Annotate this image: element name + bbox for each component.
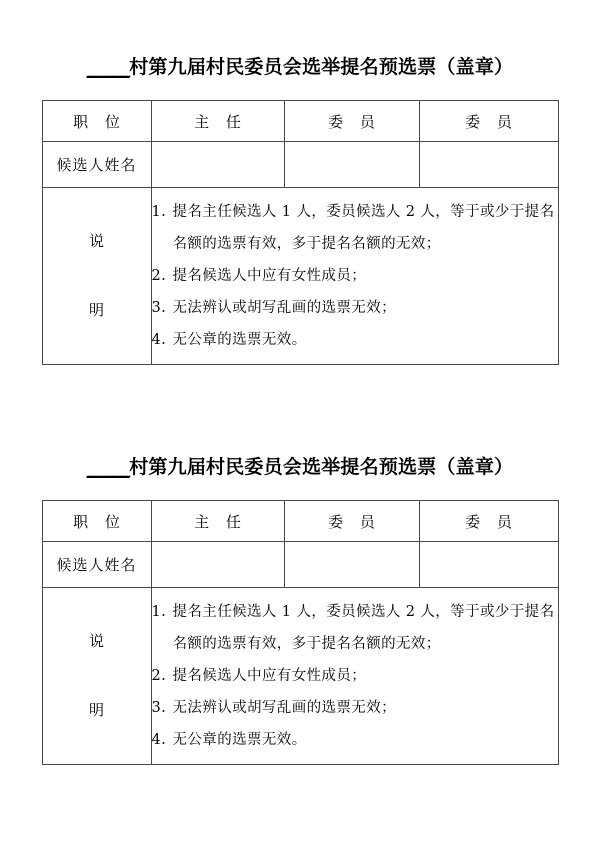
notes-label-char-2-2: 明 [88,701,104,719]
note-item-2-2 [152,660,558,692]
row-label-candidate-name: 候选人姓名 [42,142,151,188]
note-text-4-2: 无公章的选票无效。 [172,732,307,748]
table-row-notes-2 [42,588,558,765]
candidate-name-cell-member-1-2[interactable] [284,542,419,588]
note-number-2: 2. [151,268,167,284]
notes-content-cell [151,188,558,365]
header-cell-position-2: 职 位 [42,501,151,542]
note-item-1-2 [152,596,558,660]
note-number-3-2: 3. [151,700,167,716]
page-title-text-2: 村第九届村民委员会选举提名预选票（盖章） [129,456,514,478]
note-number-4: 4. [151,332,167,348]
note-item-2 [152,260,558,292]
notes-content-cell-2 [151,588,558,765]
candidate-name-cell-director[interactable] [151,142,284,188]
table-header-row [42,101,558,142]
note-text-3-2: 无法辨认或胡写乱画的选票无效； [172,700,396,716]
notes-label-char-1: 说 [88,232,104,250]
header-cell-member-2-2: 委 员 [419,501,558,542]
ballot-table [42,100,559,365]
header-cell-position: 职 位 [42,101,151,142]
ballot-form-copy-1 [0,52,600,365]
notes-label-char-2: 明 [88,301,104,319]
note-text-1: 提名主任候选人 1 人，委员候选人 2 人，等于或少于提名名额的选票有效，多于提名名额的无效； [172,204,555,252]
header-cell-director-2: 主 任 [151,501,284,542]
table-header-row-2 [42,501,558,542]
header-cell-member-2: 委 员 [419,101,558,142]
candidate-name-cell-member-1[interactable] [284,142,419,188]
table-row-candidate-names [42,142,558,188]
page-title [42,52,558,82]
table-row-notes [42,188,558,365]
candidate-name-cell-member-2[interactable] [419,142,558,188]
page-title-text: 村第九届村民委员会选举提名预选票（盖章） [129,56,514,78]
note-item-4 [152,324,558,356]
header-cell-member-1-2: 委 员 [284,501,419,542]
note-number-1: 1. [151,204,167,220]
note-number-1-2: 1. [151,604,167,620]
notes-list-2 [152,596,558,756]
note-text-2: 提名候选人中应有女性成员； [172,268,367,284]
page-title-2 [42,452,558,482]
ballot-table-2 [42,500,559,765]
candidate-name-cell-member-2-2[interactable] [419,542,558,588]
note-item-3-2 [152,692,558,724]
table-row-candidate-names-2 [42,542,558,588]
note-number-4-2: 4. [151,732,167,748]
village-name-blank: _____ [86,56,130,78]
header-cell-member-1: 委 员 [284,101,419,142]
note-text-2-2: 提名候选人中应有女性成员； [172,668,367,684]
row-label-notes-2 [42,588,151,765]
note-number-2-2: 2. [151,668,167,684]
candidate-name-cell-director-2[interactable] [151,542,284,588]
note-item-4-2 [152,724,558,756]
row-label-notes [42,188,151,365]
village-name-blank-2: _____ [86,456,130,478]
note-text-4: 无公章的选票无效。 [172,332,307,348]
note-text-3: 无法辨认或胡写乱画的选票无效； [172,300,396,316]
notes-list [152,196,558,356]
ballot-form-copy-2 [0,452,600,765]
note-number-3: 3. [151,300,167,316]
note-item-3 [152,292,558,324]
note-item-1 [152,196,558,260]
note-text-1-2: 提名主任候选人 1 人，委员候选人 2 人，等于或少于提名名额的选票有效，多于提名名额的无效； [172,604,555,652]
header-cell-director: 主 任 [151,101,284,142]
notes-label-char-1-2: 说 [88,632,104,650]
row-label-candidate-name-2: 候选人姓名 [42,542,151,588]
